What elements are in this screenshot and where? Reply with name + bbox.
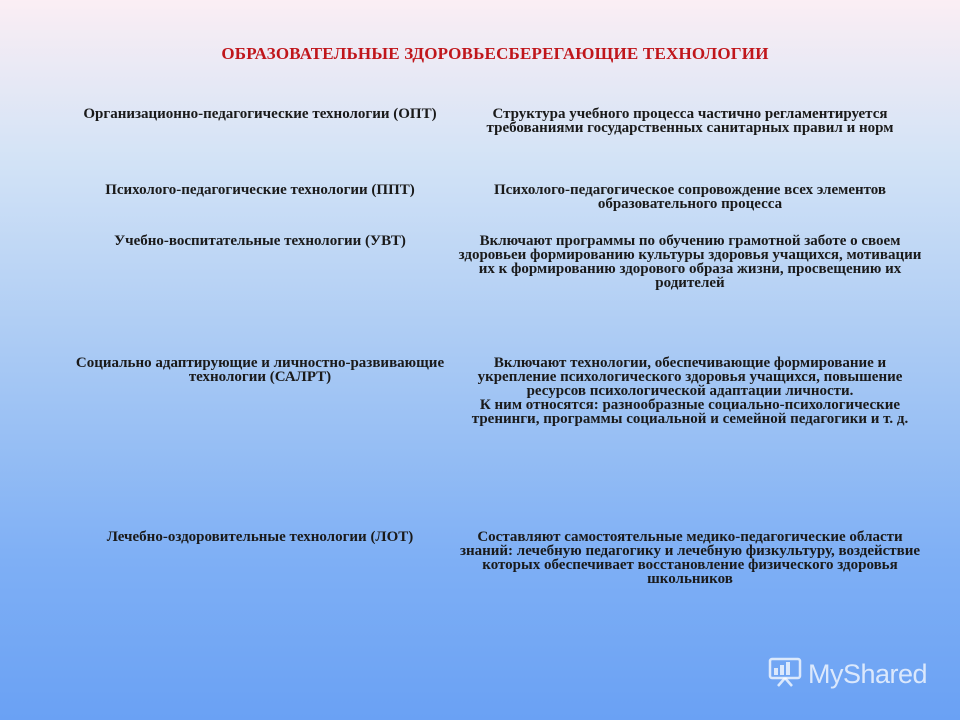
- page-title: ОБРАЗОВАТЕЛЬНЫЕ ЗДОРОВЬЕСБЕРЕГАЮЩИЕ ТЕХНОЛОГИИ: [221, 44, 769, 63]
- technology-name: Учебно-воспитательные технологии (УВТ): [114, 233, 406, 249]
- technology-description: Структура учебного процесса частично регламентируется требованиями государственных санитарных правил и норм: [486, 106, 894, 136]
- technology-name: Лечебно-оздоровительные технологии (ЛОТ): [106, 529, 414, 545]
- technology-name: Психолого-педагогические технологии (ППТ): [105, 182, 415, 198]
- presentation-screen-icon: [768, 657, 802, 692]
- technology-name: Организационно-педагогические технологии (ОПТ): [83, 106, 437, 122]
- watermark: [768, 656, 927, 692]
- technology-description: Включают технологии, обеспечивающие формирование и укрепление психологического здоровья учащихся, повышение ресурсов психологической адаптации личности. К ним относятся: разнообразные социально-психологические тренинги, программы социальной и семейной педагогики и т. д.: [471, 355, 909, 427]
- technology-description: Психолого-педагогическое сопровождение всех элементов образовательного процесса: [493, 182, 887, 212]
- technology-description: Включают программы по обучению грамотной заботе о своем здоровьеи формированию культуры здоровья учащихся, мотивации их к формированию здорового образа жизни, просвещению их родителей: [458, 233, 922, 291]
- technology-name: Социально адаптирующие и личностно-развивающие технологии (САЛРТ): [75, 355, 445, 385]
- technology-description: Составляют самостоятельные медико-педагогические области знаний: лечебную педагогику и лечебную физкультуру, воздействие которых обеспечивает восстановление физического здоровья школьников: [459, 529, 921, 587]
- watermark-text: MyShared: [808, 658, 928, 689]
